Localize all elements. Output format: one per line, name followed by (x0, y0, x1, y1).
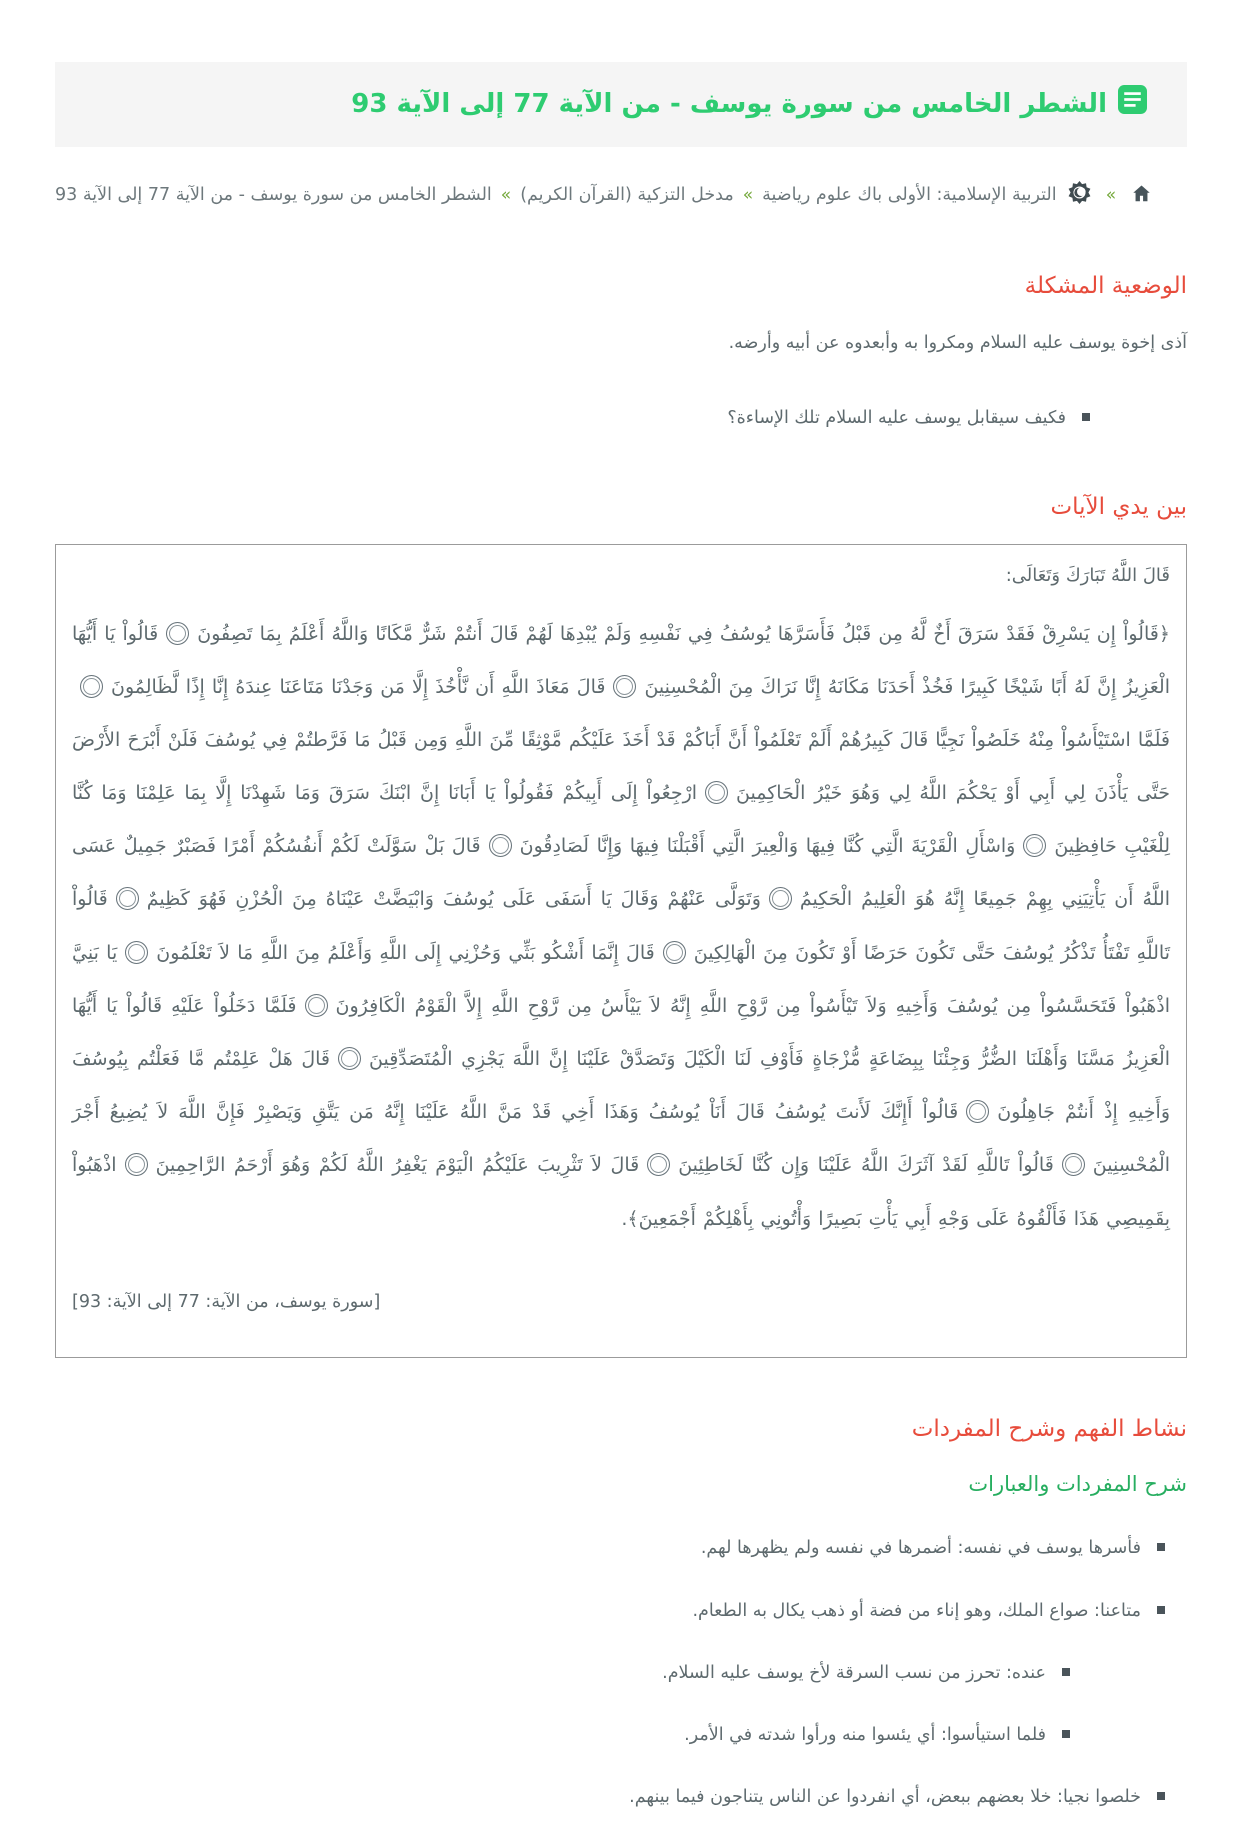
ayah-end-marker (769, 887, 792, 910)
breadcrumb-separator: » (1105, 184, 1117, 205)
ayah-end-marker (705, 781, 728, 804)
ayah-end-marker (305, 994, 328, 1017)
ayah-end-marker (80, 675, 103, 698)
problem-question: فكيف سيقابل يوسف عليه السلام تلك الإساءة؟ (55, 402, 1092, 435)
ayah-end-marker (489, 834, 512, 857)
definition-item: فلما استيأسوا: أي يئسوا منه ورأوا شدته في الأمر. (55, 1719, 1072, 1752)
quran-lead: قَالَ اللَّهُ تَبَارَكَ وَتَعَالَى: (1005, 564, 1170, 586)
ayah-end-marker (338, 1047, 361, 1070)
page-content (55, 0, 1187, 1815)
breadcrumb-separator: » (742, 184, 754, 205)
ayah-end-marker (166, 622, 189, 645)
breadcrumb-items (55, 185, 1057, 205)
breadcrumb (55, 175, 1187, 215)
ayah-end-marker (1062, 1153, 1085, 1176)
definition-item: عنده: تحرز من نسب السرقة لأخ يوسف عليه السلام. (55, 1657, 1072, 1690)
quran-box (55, 544, 1187, 1359)
document-list-icon (1118, 85, 1147, 124)
ayah-end-marker (647, 1153, 670, 1176)
definition-item: متاعنا: صواع الملك، وهو إناء من فضة أو ذهب يكال به الطعام. (55, 1595, 1167, 1628)
section-heading-verses: بين يدي الآيات (1050, 493, 1187, 520)
section-heading-problem: الوضعية المشكلة (1024, 273, 1187, 300)
crescent-star-icon (1063, 185, 1092, 205)
problem-paragraph: آذى إخوة يوسف عليه السلام ومكروا به وأبعدوه عن أبيه وأرضه. (728, 333, 1187, 354)
home-icon[interactable] (1125, 185, 1152, 205)
ayah-end-marker (663, 941, 686, 964)
breadcrumb-link[interactable]: التربية الإسلامية: الأولى باك علوم رياضية (762, 184, 1057, 205)
definition-item: فأسرها يوسف في نفسه: أضمرها في نفسه ولم يظهرها لهم. (55, 1532, 1167, 1565)
ayah-end-marker (116, 887, 139, 910)
subsection-heading-vocabulary: شرح المفردات والعبارات (968, 1472, 1187, 1497)
quran-source: [سورة يوسف، من الآية: 77 إلى الآية: 93] (72, 1291, 381, 1312)
ayah-end-marker (1023, 834, 1046, 857)
section-heading-comprehension: نشاط الفهم وشرح المفردات (911, 1416, 1187, 1443)
breadcrumb-separator: » (500, 184, 512, 205)
definition-item: خلصوا نجيا: خلا بعضهم ببعض، أي انفردوا عن الناس يتناجون فيما بينهم. (55, 1781, 1167, 1814)
ayah-end-marker (125, 1153, 148, 1176)
page-title-text: الشطر الخامس من سورة يوسف - من الآية 77 إلى الآية 93 (351, 88, 1107, 119)
ayah-end-marker (613, 675, 636, 698)
breadcrumb-link[interactable]: مدخل التزكية (القرآن الكريم) (520, 184, 734, 205)
breadcrumb-link[interactable]: الشطر الخامس من سورة يوسف - من الآية 77 إلى الآية 93 (55, 184, 492, 205)
page-title (95, 85, 1147, 124)
definitions-list (55, 1532, 1167, 1814)
page-header (55, 62, 1187, 147)
quran-text: ﴿قَالُواْ إِن يَسْرِقْ فَقَدْ سَرَقَ أَخٌ لَّهُ مِن قَبْلُ فَأَسَرَّهَا يُوسُفُ فِي نَفْسِهِ وَلَمْ يُبْدِهَا لَهُمْ قَالَ أَنتُمْ شَرٌّ مَّكَانًا وَاللَّهُ أَعْلَمُ بِمَا تَصِفُونَقَالُواْ يَا أَيُّهَا الْعَزِيزُ إِنَّ لَهُ أَبًا شَيْخًا كَبِيرًا فَخُذْ أَحَدَنَا مَكَانَهُ إِنَّا نَرَاكَ مِنَ الْمُحْسِنِينَقَالَ مَعَاذَ اللَّهِ أَن نَّأْخُذَ إِلَّا مَن وَجَدْنَا مَتَاعَنَا عِندَهُ إِنَّا إِذًا لَّظَالِمُونَفَلَمَّا اسْتَيْأَسُواْ مِنْهُ خَلَصُواْ نَجِيًّا قَالَ كَبِيرُهُمْ أَلَمْ تَعْلَمُواْ أَنَّ أَبَاكُمْ قَدْ أَخَذَ عَلَيْكُم مَّوْثِقًا مِّنَ اللَّهِ وَمِن قَبْلُ مَا فَرَّطتُمْ فِي يُوسُفَ فَلَنْ أَبْرَحَ الأَرْضَ حَتَّى يَأْذَنَ لِي أَبِي أَوْ يَحْكُمَ اللَّهُ لِي وَهُوَ خَيْرُ الْحَاكِمِينَارْجِعُواْ إِلَى أَبِيكُمْ فَقُولُواْ يَا أَبَانَا إِنَّ ابْنَكَ سَرَقَ وَمَا شَهِدْنَا إِلَّا بِمَا عَلِمْنَا وَمَا كُنَّا لِلْغَيْبِ حَافِظِينَوَاسْأَلِ الْقَرْيَةَ الَّتِي كُنَّا فِيهَا وَالْعِيرَ الَّتِي أَقْبَلْنَا فِيهَا وَإِنَّا لَصَادِقُونَقَالَ بَلْ سَوَّلَتْ لَكُمْ أَنفُسُكُمْ أَمْرًا فَصَبْرٌ جَمِيلٌ عَسَى اللَّهُ أَن يَأْتِيَنِي بِهِمْ جَمِيعًا إِنَّهُ هُوَ الْعَلِيمُ الْحَكِيمُوَتَوَلَّى عَنْهُمْ وَقَالَ يَا أَسَفَى عَلَى يُوسُفَ وَابْيَضَّتْ عَيْنَاهُ مِنَ الْحُزْنِ فَهُوَ كَظِيمٌقَالُواْ تَاللَّهِ تَفْتَأُ تَذْكُرُ يُوسُفَ حَتَّى تَكُونَ حَرَضًا أَوْ تَكُونَ مِنَ الْهَالِكِينَقَالَ إِنَّمَا أَشْكُو بَثِّي وَحُزْنِي إِلَى اللَّهِ وَأَعْلَمُ مِنَ اللَّهِ مَا لاَ تَعْلَمُونَيَا بَنِيَّ اذْهَبُواْ فَتَحَسَّسُواْ مِن يُوسُفَ وَأَخِيهِ وَلاَ تَيْأَسُواْ مِن رَّوْحِ اللَّهِ إِنَّهُ لاَ يَيْأَسُ مِن رَّوْحِ اللَّهِ إِلاَّ الْقَوْمُ الْكَافِرُونَفَلَمَّا دَخَلُواْ عَلَيْهِ قَالُواْ يَا أَيُّهَا الْعَزِيزُ مَسَّنَا وَأَهْلَنَا الضُّرُّ وَجِئْنَا بِبِضَاعَةٍ مُّزْجَاةٍ فَأَوْفِ لَنَا الْكَيْلَ وَتَصَدَّقْ عَلَيْنَا إِنَّ اللَّهَ يَجْزِي الْمُتَصَدِّقِينَقَالَ هَلْ عَلِمْتُم مَّا فَعَلْتُم بِيُوسُفَ وَأَخِيهِ إِذْ أَنتُمْ جَاهِلُونَقَالُواْ أَإِنَّكَ لَأَنتَ يُوسُفُ قَالَ أَنَاْ يُوسُفُ وَهَذَا أَخِي قَدْ مَنَّ اللَّهُ عَلَيْنَا إِنَّهُ مَن يَتَّقِ وَيَصْبِرْ فَإِنَّ اللَّهَ لاَ يُضِيعُ أَجْرَ الْمُحْسِنِينَقَالُواْ تَاللَّهِ لَقَدْ آثَرَكَ اللَّهُ عَلَيْنَا وَإِن كُنَّا لَخَاطِئِينَقَالَ لاَ تَثْرِيبَ عَلَيْكُمُ الْيَوْمَ يَغْفِرُ اللَّهُ لَكُمْ وَهُوَ أَرْحَمُ الرَّاحِمِينَاذْهَبُواْ بِقَمِيصِي هَذَا فَأَلْقُوهُ عَلَى وَجْهِ أَبِي يَأْتِ بَصِيرًا وَأْتُونِي بِأَهْلِكُمْ أَجْمَعِينَ﴾. (72, 622, 1170, 1230)
ayah-end-marker (966, 1100, 989, 1123)
ayah-end-marker (125, 941, 148, 964)
